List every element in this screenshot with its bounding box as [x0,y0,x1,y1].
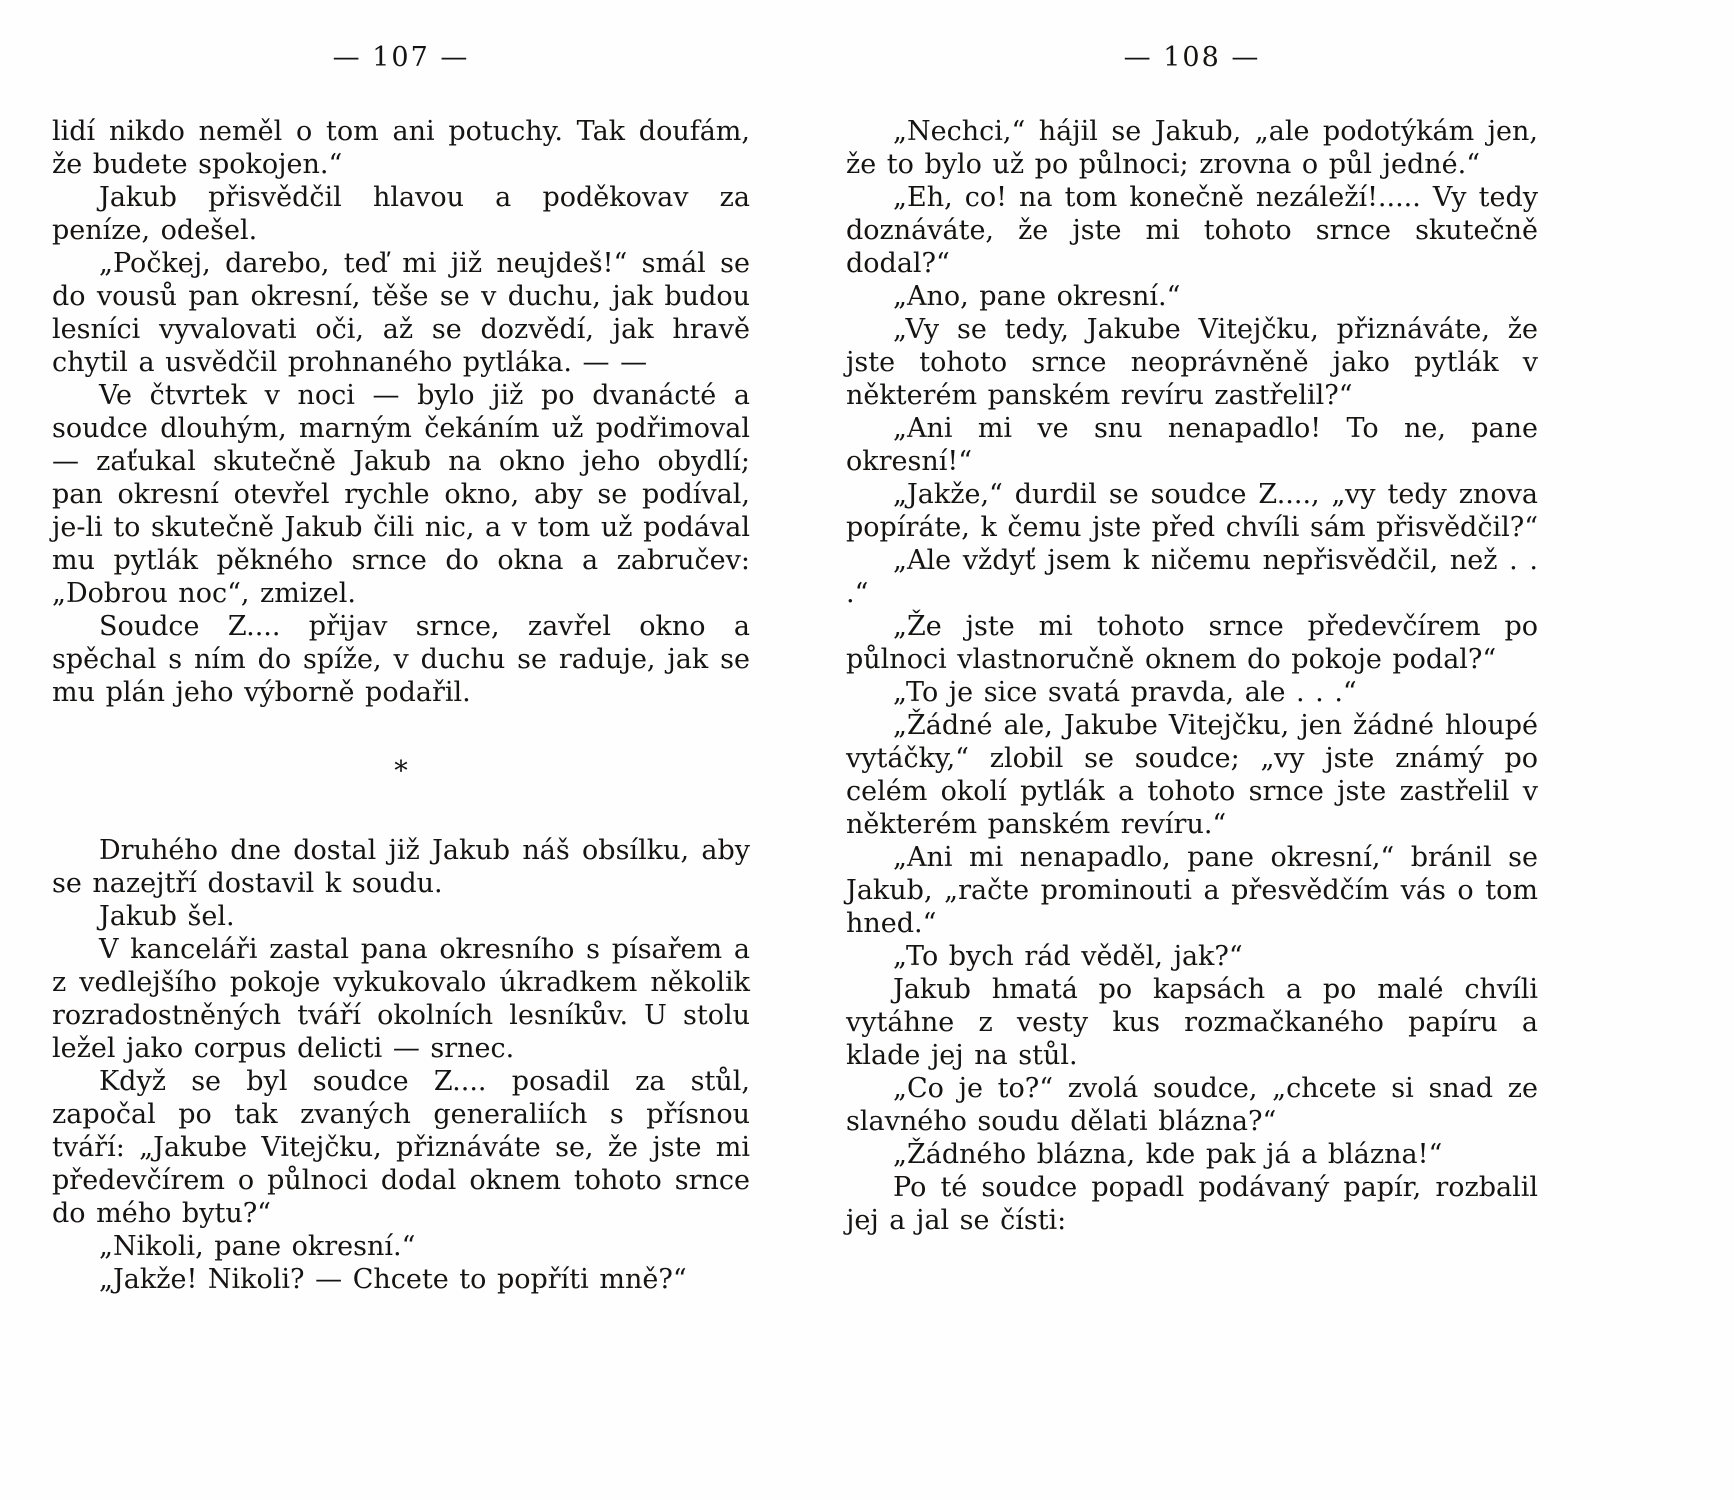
paragraph: Druhého dne dostal již Jakub náš obsílku, aby se nazejtří dostavil k soudu. [52,835,750,899]
paragraph: „Ale vždyť jsem k ničemu nepřisvědčil, než . . .“ [846,545,1538,609]
page-107 [52,42,750,1500]
paragraph: „To bych rád věděl, jak?“ [893,941,1243,972]
paragraph: „Ano, pane okresní.“ [893,281,1181,312]
paragraph: lidí nikdo neměl o tom ani potuchy. Tak doufám, že budete spokojen.“ [52,116,750,180]
page-number-left: — 107 — [332,42,470,73]
paragraph: „Nikoli, pane okresní.“ [99,1231,416,1262]
paragraph: „Počkej, darebo, teď mi již neujdeš!“ smál se do vousů pan okresní, těše se v duchu, jak budou lesníci vyvalovati oči, až se dozvědí, jak hravě chytil a usvědčil prohnaného pytláka. — — [52,248,750,378]
paragraph: „Že jste mi tohoto srnce předevčírem po půlnoci vlastnoručně oknem do pokoje podal?“ [846,611,1538,675]
paragraph: Po té soudce popadl podávaný papír, rozbalil jej a jal se čísti: [846,1172,1538,1236]
page-108 [846,42,1538,1500]
paragraph: Ve čtvrtek v noci — bylo již po dvanácté a soudce dlouhým, marným čekáním už podřimoval — zaťukal skutečně Jakub na okno jeho obydlí; pan okresní otevřel rychle okno, aby se podíval, je-li to skutečně Jakub čili nic, a v tom už podával mu pytlák pěkného srnce do okna a zabručev: „Dobrou noc“, zmizel. [52,380,750,609]
paragraph: „Vy se tedy, Jakube Vitejčku, přiznáváte, že jste tohoto srnce neoprávněně jako pytlák v některém panském revíru zastřelil?“ [846,314,1538,411]
paragraph: „Jakže,“ durdil se soudce Z...., „vy tedy znova popíráte, k čemu jste před chvíli sám přisvědčil?“ [846,479,1539,543]
paragraph: „Ani mi nenapadlo, pane okresní,“ bránil se Jakub, „račte prominouti a přesvědčím vás o tom hned.“ [846,842,1538,939]
paragraph: „Žádné ale, Jakube Vitejčku, jen žádné hloupé vytáčky,“ zlobil se soudce; „vy jste známý po celém okolí pytlák a tohoto srnce jste zastřelil v některém panském revíru.“ [846,710,1538,840]
paragraph: „To je sice svatá pravda, ale . . .“ [893,677,1357,708]
paragraph: Jakub hmatá po kapsách a po malé chvíli vytáhne z vesty kus rozmačkaného papíru a klade jej na stůl. [846,974,1538,1071]
paragraph: Když se byl soudce Z.... posadil za stůl, započal po tak zvaných generaliích s přísnou tváří: „Jakube Vitejčku, přiznáváte se, že jste mi předevčírem o půlnoci dodal oknem tohoto srnce do mého bytu?“ [52,1066,750,1229]
paragraph: „Nechci,“ hájil se Jakub, „ale podotýkám jen, že to bylo už po půlnoci; zrovna o půl jedné.“ [846,116,1538,180]
paragraph: „Ani mi ve snu nenapadlo! To ne, pane okresní!“ [846,413,1538,477]
paragraph: Jakub přisvědčil hlavou a poděkovav za peníze, odešel. [52,182,750,246]
paragraph: Soudce Z.... přijav srnce, zavřel okno a spěchal s ním do spíže, v duchu se raduje, jak se mu plán jeho výborně podařil. [52,611,750,708]
section-separator: * [394,756,408,787]
paragraph: V kanceláři zastal pana okresního s písařem a z vedlejšího pokoje vykukovalo úkradkem několik rozradostněných tváří okolních lesníkův. U stolu ležel jako corpus delicti — srnec. [52,934,750,1064]
paragraph: „Eh, co! na tom konečně nezáleží!..... Vy tedy doznáváte, že jste mi tohoto srnce skutečně dodal?“ [846,182,1538,279]
page-number-right: — 108 — [1123,42,1261,73]
paragraph: Jakub šel. [99,901,235,932]
paragraph: „Co je to?“ zvolá soudce, „chcete si snad ze slavného soudu dělati blázna?“ [846,1073,1538,1137]
paragraph: „Žádného blázna, kde pak já a blázna!“ [893,1139,1443,1170]
paragraph: „Jakže! Nikoli? — Chcete to popříti mně?“ [99,1264,687,1295]
